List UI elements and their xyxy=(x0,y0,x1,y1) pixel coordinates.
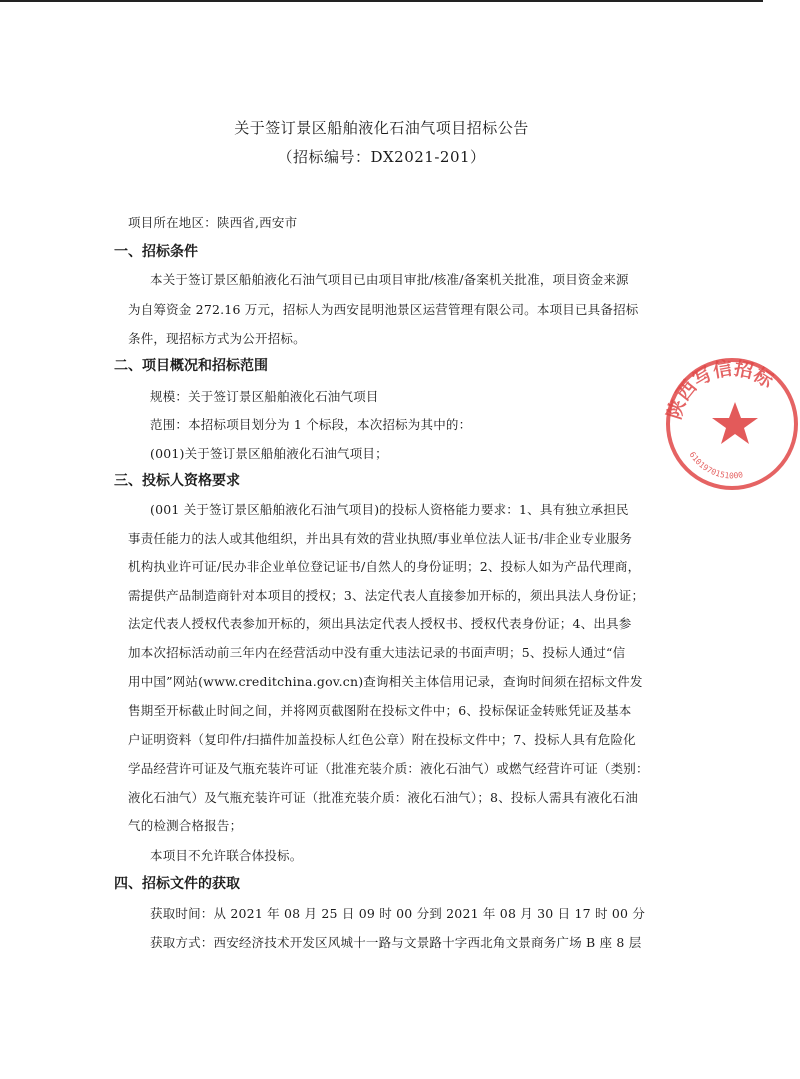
section1-line: 条件，现招标方式为公开招标。 xyxy=(128,331,306,346)
section3-line: 用中国”网站(www.creditchina.gov.cn)查询相关主体信用记录，查询时间须在招标文件发 xyxy=(128,674,643,689)
section3-line: 液化石油气）及气瓶充装许可证（批准充装介质：液化石油气）；8、投标人需具有液化石油 xyxy=(128,790,638,805)
section1-line: 本关于签订景区船舶液化石油气项目已由项目审批/核准/备案机关批准，项目资金来源 xyxy=(150,272,629,287)
svg-text:陕西写信招标: 陕西写信招标 xyxy=(663,357,778,422)
tender-code: （招标编号：DX2021-201） xyxy=(277,148,486,166)
section3-line: 需提供产品制造商针对本项目的授权；3、法定代表人直接参加开标的，须出具法人身份证； xyxy=(128,588,645,603)
section2-line: 规模：关于签订景区船舶液化石油气项目 xyxy=(150,389,379,404)
section3-line: 售期至开标截止时间之间，并将网页截图附在投标文件中；6、投标保证金转账凭证及基本 xyxy=(128,703,632,718)
consortium-note: 本项目不允许联合体投标。 xyxy=(150,848,303,863)
section-heading-2: 二、项目概况和招标范围 xyxy=(114,358,268,374)
project-location: 项目所在地区：陕西省,西安市 xyxy=(128,215,298,230)
section2-line: (001)关于签订景区船舶液化石油气项目； xyxy=(150,446,388,461)
acquisition-time: 获取时间：从 2021 年 08 月 25 日 09 时 00 分到 2021 年 08 月 30 日 17 时 00 分 xyxy=(150,906,646,921)
section3-line: 法定代表人授权代表参加开标的，须出具法定代表人授权书、授权代表身份证；4、出具参 xyxy=(128,616,632,631)
section3-line: 机构执业许可证/民办非企业单位登记证书/自然人的身份证明；2、投标人如为产品代理商， xyxy=(128,559,641,574)
section-heading-4: 四、招标文件的获取 xyxy=(114,876,240,892)
seal-stamp-icon xyxy=(660,352,800,492)
section3-line: 户证明资料（复印件/扫描件加盖投标人红色公章）附在投标文件中；7、投标人具有危险化 xyxy=(128,732,636,747)
section-heading-3: 三、投标人资格要求 xyxy=(114,473,240,489)
acquisition-method: 获取方式：西安经济技术开发区风城十一路与文景路十字西北角文景商务广场 B 座 8 层 xyxy=(150,935,642,950)
section3-line: 加本次招标活动前三年内在经营活动中没有重大违法记录的书面声明；5、投标人通过“信 xyxy=(128,645,626,660)
section3-line: 气的检测合格报告； xyxy=(128,818,243,833)
top-border xyxy=(0,0,763,2)
section2-line: 范围：本招标项目划分为 1 个标段，本次招标为其中的： xyxy=(150,417,472,432)
section3-line: 学品经营许可证及气瓶充装许可证（批准充装介质：液化石油气）或燃气经营许可证（类别： xyxy=(128,761,649,776)
section3-line: (001 关于签订景区船舶液化石油气项目)的投标人资格能力要求：1、具有独立承担民 xyxy=(150,502,629,517)
company-seal xyxy=(660,352,800,492)
section1-line: 为自筹资金 272.16 万元，招标人为西安昆明池景区运营管理有限公司。本项目已具备招标 xyxy=(128,302,639,317)
document-title: 关于签订景区船舶液化石油气项目招标公告 xyxy=(234,119,529,137)
svg-text:6101970151000: 6101970151000 xyxy=(687,450,744,481)
section3-line: 事责任能力的法人或其他组织，并出具有效的营业执照/事业单位法人证书/非企业专业服务 xyxy=(128,531,633,546)
section-heading-1: 一、招标条件 xyxy=(114,244,198,260)
